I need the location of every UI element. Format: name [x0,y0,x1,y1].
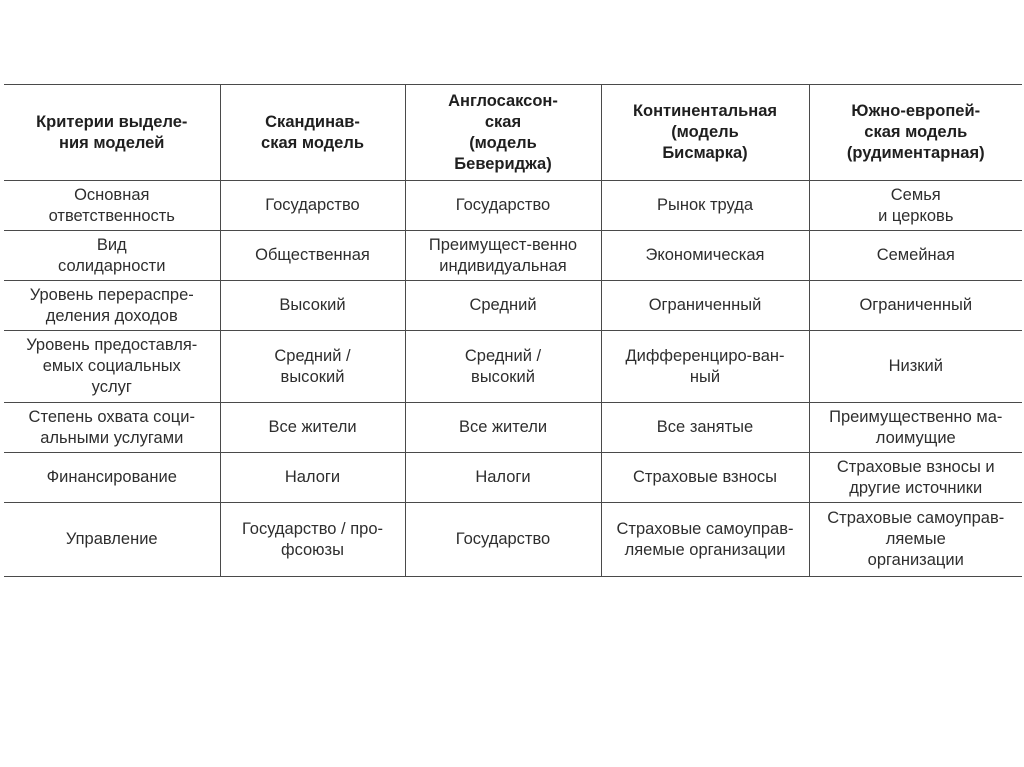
header-continental-model: Континентальная (модель Бисмарка) [601,85,809,181]
row-label-cell: Управление [4,503,220,577]
header-criteria: Критерии выделе- ния моделей [4,85,220,181]
table-cell: Низкий [809,331,1022,403]
header-anglosaxon-model: Англосаксон- ская (модель Бевериджа) [405,85,601,181]
table-cell: Страховые взносы [601,453,809,503]
row-label-cell: Вид солидарности [4,231,220,281]
table-cell: Семья и церковь [809,181,1022,231]
table-row [4,503,1022,577]
table-cell: Государство [405,181,601,231]
table-cell: Экономическая [601,231,809,281]
table-cell: Государство / про- фсоюзы [220,503,405,577]
table-cell: Семейная [809,231,1022,281]
table-cell: Все занятые [601,403,809,453]
table-cell: Средний / высокий [220,331,405,403]
table-cell: Общественная [220,231,405,281]
header-scandinavian-model: Скандинав- ская модель [220,85,405,181]
header-south-european-model: Южно-европей- ская модель (рудиментарная) [809,85,1022,181]
row-label-cell: Основная ответственность [4,181,220,231]
table-cell: Преимущественно ма- лоимущие [809,403,1022,453]
table-row [4,181,1022,231]
table-row [4,331,1022,403]
comparison-table-container [4,84,1022,577]
table-row [4,231,1022,281]
table-cell: Государство [405,503,601,577]
table-cell: Государство [220,181,405,231]
table-cell: Ограниченный [601,281,809,331]
table-cell: Налоги [220,453,405,503]
welfare-models-table [4,84,1022,577]
table-cell: Страховые самоуправ- ляемые организации [809,503,1022,577]
table-cell: Средний [405,281,601,331]
row-label-cell: Степень охвата соци- альными услугами [4,403,220,453]
table-cell: Все жители [220,403,405,453]
table-row [4,403,1022,453]
row-label-cell: Уровень предоставля- емых социальных услуг [4,331,220,403]
table-cell: Высокий [220,281,405,331]
table-cell: Преимущест-венно индивидуальная [405,231,601,281]
table-cell: Все жители [405,403,601,453]
table-row [4,453,1022,503]
table-row [4,281,1022,331]
table-cell: Страховые самоуправ- ляемые организации [601,503,809,577]
table-cell: Ограниченный [809,281,1022,331]
table-cell: Налоги [405,453,601,503]
table-cell: Средний / высокий [405,331,601,403]
table-header-row [4,85,1022,181]
row-label-cell: Финансирование [4,453,220,503]
table-cell: Страховые взносы и другие источники [809,453,1022,503]
table-cell: Рынок труда [601,181,809,231]
row-label-cell: Уровень перераспре- деления доходов [4,281,220,331]
table-cell: Дифференциро-ван- ный [601,331,809,403]
